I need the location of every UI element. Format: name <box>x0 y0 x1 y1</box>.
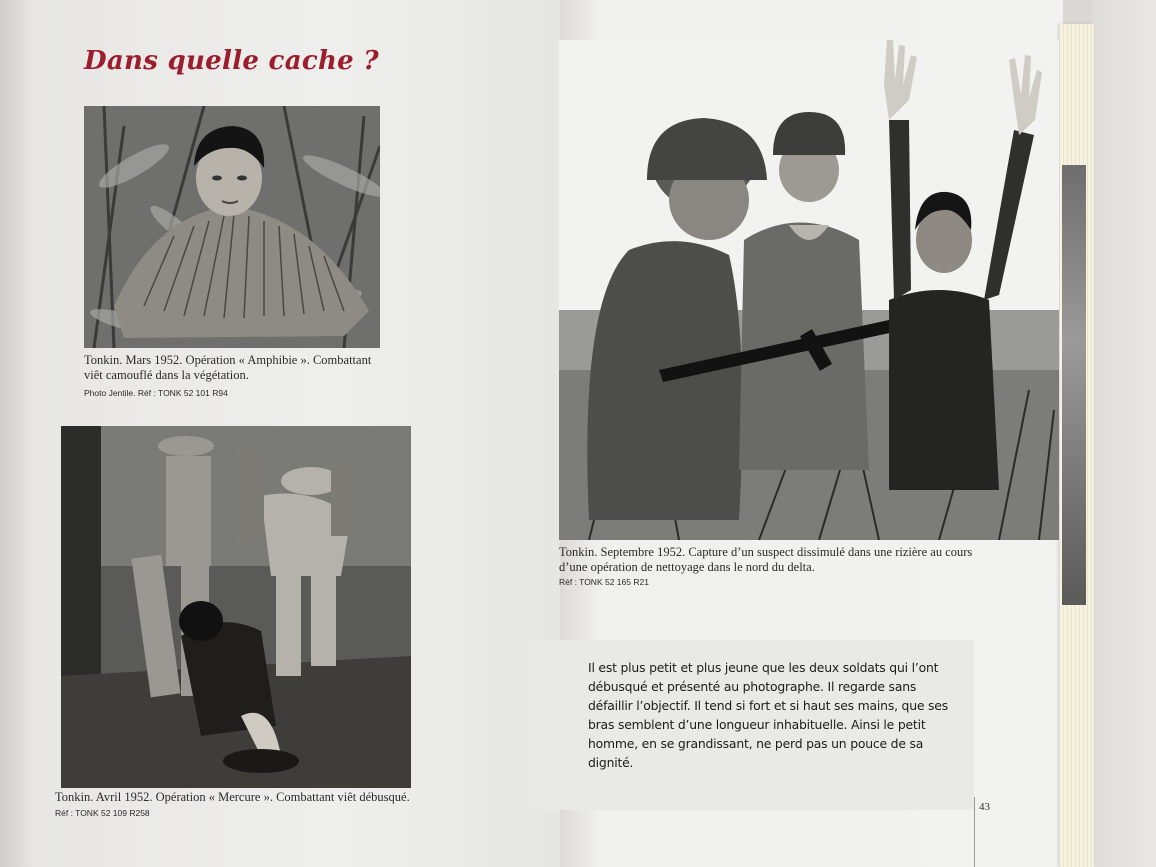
photo-fighter-unearthed <box>61 426 411 788</box>
next-page-photo-edge <box>1062 165 1086 605</box>
photo-2-caption: Tonkin. Avril 1952. Opération « Mercure ». Combattant viêt débusqué. <box>55 790 410 804</box>
photo-suspect-capture <box>559 40 1059 540</box>
page-number: 43 <box>979 801 990 813</box>
photo-1-caption: Tonkin. Mars 1952. Opération « Amphibie ». Combattant viêt camouflé dans la végétation. <box>84 353 372 382</box>
commentary-box <box>528 640 974 810</box>
photo-camouflaged-fighter <box>84 106 380 348</box>
page-title: Dans quelle cache ? <box>84 46 379 76</box>
photo-3-reference: Réf : TONK 52 165 R21 <box>559 577 649 587</box>
photo-3-caption: Tonkin. Septembre 1952. Capture d’un suspect dissimulé dans une rizière au cours d’une opération de nettoyage dans le nord du delta. <box>559 545 973 574</box>
commentary-text: Il est plus petit et plus jeune que les deux soldats qui l’ont débusqué et présenté au photographe. Il regarde sans défaillir l’objectif. Il tend si fort et si haut ses mains, que ses bras semblent d’une longueur inhabituelle. Ainsi le petit homme, en se grandissant, ne perd pas un pouce de sa dignité. <box>588 660 948 770</box>
background-cloth <box>1092 0 1156 867</box>
page-number-rule <box>974 797 975 867</box>
photo-2-reference: Réf : TONK 52 109 R258 <box>55 808 150 818</box>
photo-1-reference: Photo Jentile. Réf : TONK 52 101 R94 <box>84 388 228 398</box>
